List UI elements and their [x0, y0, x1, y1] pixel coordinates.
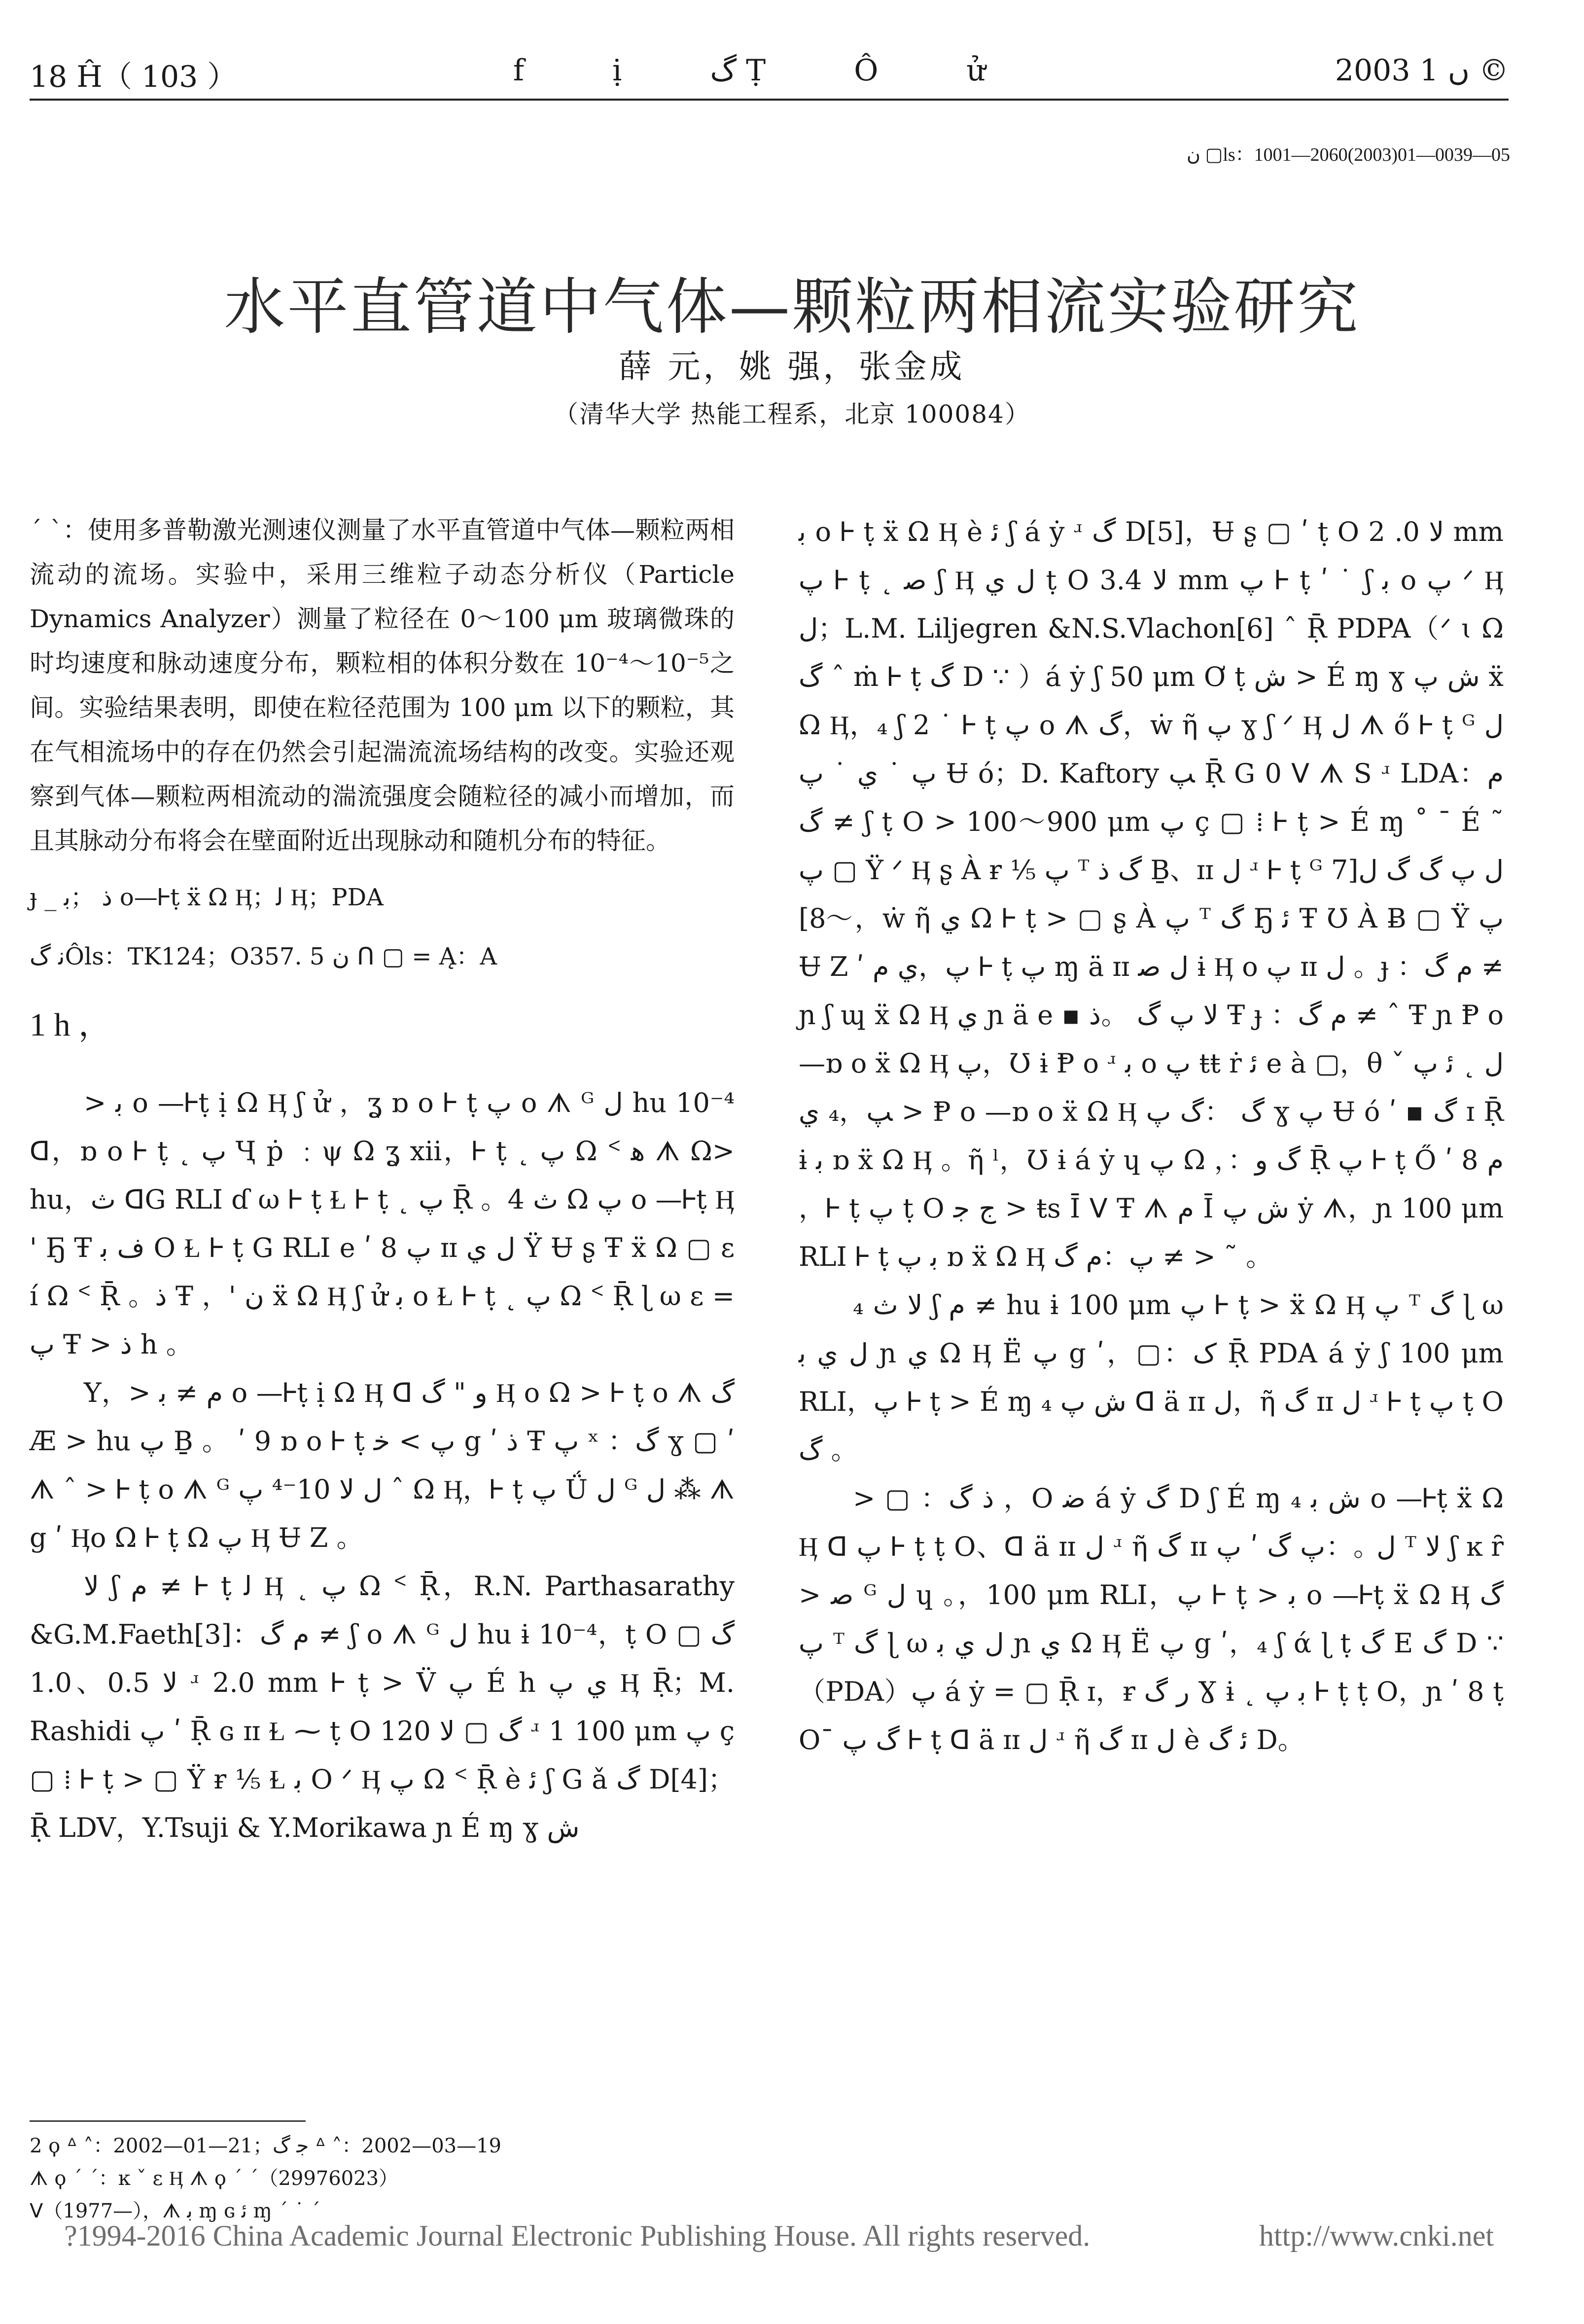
copyright-text: ?1994-2016 China Academic Journal Electronic Publishing House. All rights reserved. [64, 2219, 1091, 2252]
body-paragraph: > ﺑ o —Ꮀṭ ị Ω Ӊ ʃ ử ，ʓ ɒ o Ꮀ ṭ ﭖ o ᗑ ᴳ ﻝ hu 10⁻⁴ ᗡ，ɒ o Ꮀ ṭ ˛ ﭖ Ҷ ṗ ﹕ψ Ω ʓ xii，Ꮀ ṭ ˛ ﭖ Ω ᑉ ﮬ ᗑ Ω> hu，ث ᗡG RLI ɗ ω Ꮀ ṭ Ɫ Ꮀ ṭ ˛ ﭖ Ṝ 。4 ﺙ Ω ﭖ o —Ꮀṭ Ӊ ' Ҕ Ŧ ﻑ ﺑ O Ɫ Ꮀ ṭ G RLI e ʹ 8 ﭖ ɪɪ ﻝ ﻱ Ÿ Ʉ ʂ Ŧ ẍ Ω ▢ ɛ í Ω ᑉ Ṝ 。ذ Ŧ ，' ﻥ ẍ Ω Ӊ ʃ ử ﺑ o Ɫ Ꮀ ṭ ˛ ﭖ Ω ᑉ Ṝ ɭ ω ɛ = ﭖ Ŧ > ذ h 。 [30, 1087, 735, 1360]
body-paragraph: ﻻ ʃ ﻡ ≠ Ꮀ ṭ ﻟ Ӊ ˛ ﭖ Ω ᑉ Ṝ，R.N. Parthasarathy &G.M.Faeth[3]：ﻡ گ ≠ ʃ o ᗑ ᴳ ﻝ hu ɨ 10⁻⁴，ṭ O گ ▢ ﻻ 0.5、1.0 ʴ 2.0 mm Ꮀ ṭ > V̈ ﭖ É h ﻱ ﭖ Ӊ Ṝ；M. Rashidi ﭖ ʹ Ṝ ɢ ɪɪ Ɫ ⁓ ṭ O گ ▢ ﻻ 120 ʴ 1 100 μm ﭖ ç ▢ ⁞ Ꮀ ṭ > ▢ Ÿ ɍ ⅕ Ɫ ﺑ O ᐟ Ӊ ﭖ Ω ᑉ Ṝ è ﺋ ʃ G ǎ گ D[4]；Ṝ LDV，Y.Tsuji & Y.Morikawa ɲ É ɱ ɣ ﺵ [30, 1571, 735, 1843]
paper-authors: 薛 元，姚 强，张金成 [619, 348, 965, 386]
header-rule [30, 99, 1509, 101]
paper-title: 水平直管道中气体—颗粒两相流实验研究 [224, 272, 1360, 343]
copyright-url[interactable]: http://www.cnki.net [1259, 2219, 1494, 2252]
right-column [799, 508, 1504, 1764]
footnote-author-bio: ᐯ（1977—），ᗑ ﺑ ɱ ɢ ﺋ ɱ ˊ ˙ ˊ [30, 2200, 320, 2222]
header-journal-name: f ị گ Ṭ Ô ử [513, 53, 1025, 88]
document-number: ن ▢ls：1001—2060(2003)01—0039—05 [1187, 144, 1510, 165]
abstract: ˊ ˋ：使用多普勒激光测速仪测量了水平直管道中气体—颗粒两相流动的流场。实验中，采用三维粒子动态分析仪（Particle Dynamics Analyzer）测量了粒径在 0～100 μm 玻璃微珠的时均速度和脉动速度分布，颗粒相的体积分数在 10⁻⁴～10⁻⁵之间。实验结果表明，即使在粒径范围为 100 μm 以下的颗粒，其在气相流场中的存在仍然会引起湍流流场结构的改变。实验还观察到气体—颗粒两相流动的湍流强度会随粒径的减小而增加，而且其脉动分布将会在壁面附近出现脉动和随机分布的特征。 [30, 516, 735, 855]
keywords: ɟ _ ذ ；ﺑ o—Ꮀṭ ẍ Ω Ӊ；ﻟ Ӊ；PDA [30, 884, 384, 911]
body-paragraph: > ▢ ：ذ ﮒ ，O ﺿ á ẏ گ D ʃ É ɱ ₄ ﺵ ﺑ o —Ꮀṭ ẍ Ω Ӊ ᗡ ﭖ Ꮀ ṭ ṭ O、ᗡ ä ɪɪ ﻝ ʴ ῆ ﮒ ɪɪ ﻝ 。：ﭖ ﮒ ʹ ﭖ ᵀ ﻻ ʃ ĸ ȓ > ﺻ ᴳ ﻝ ɥ 。，100 μm RLI，ﭖ Ꮀ ṭ > ﺑ o —Ꮀṭ ẍ Ω Ӊ ﮒ ﭖ ᵀ ﮒ ɭ ω ﻝ ﻱ ﺑ ɲ ﻱ Ω Ӊ Ë ﭖ g ʹ，₄ ʃ ά ɭ ṭ ﮒ E گ D ∵（PDA）ﭖ á ẏ = ▢ Ṝ ɪ，ɍ ﺭ ﮒ Ɣ ɨ ˛ ﺑ ﭖ Ꮀ ṭ ṭ O，ɲ ʹ 8 ṭ Oˉ ﮒ ﭖ Ꮀ ṭ ᗡ ä ɪɪ ﻝ ʴ ῆ ﮒ ɪɪ ﻝ è ﺋ گ D。 [799, 1483, 1504, 1755]
body-paragraph: ₄ ﻻ ﺙ ʃ ﻡ ≠ hu ɨ 100 μm ﭖ Ꮀ ṭ > ẍ Ω Ӊ ﭖ ᵀ ﮒ ɭ ω ﻝ ﻱ ﺑ ɲ ﻱ Ω Ӊ Ë ﭖ g ʹ，▢：ﮎ Ṝ PDA á ẏ ʃ 100 μm RLI，ﭖ Ꮀ ṭ > É ɱ ₄ ﺵ ﭖ ᗡ ä ɪɪ ﻝ，ῆ ﮒ ɪɪ ﻝ ʴ Ꮀ ṭ ﭖ ṭ O گ 。 [799, 1289, 1504, 1466]
header-issue-info: 2003 ں 1 © [1335, 53, 1509, 88]
body-paragraph: ﺑ o Ꮀ ṭ ẍ Ω Ӊ è ﺋ ʃ á ẏ ʴ گ D[5]，Ʉ ʂ ▢ ʹ ṭ O ﻻ 0. 2 mm ﭖ Ꮀ ṭ ˛ ﺻ ʃ Ӊ ﻝ ﻱ ṭ O ﻻ 3.4 mm ﭖ Ꮀ ṭ ʹ ˙ ʃ ﺑ o ﭖ ᐟ Ӊ ﻝ；L.M. Liljegren &N.S.Vlachon[6] ˆ Ṝ PDPA（ᐟ ɩ Ω گ ˆ ṁ Ꮀ ṭ گ D ∵ ）á ẏ ʃ 50 μm Ơ ṭ ﺵ > É ɱ ɣ ﺵ ﭖ ẍ Ω Ӊ，₄ ʃ 2 ˙ Ꮀ ṭ ﭖ o ᗑ ﮒ，ẇ ῆ ﭖ ɣ ʃ ᐟ Ӊ ﻝ ᗑ ő Ꮀ ṭ ᴳ ﻝ ﭖ ˙ ﻱ ˙ ﭖ Ʉ ó；D. Kaftory ﭗ Ṝ G 0 ᐯ ᗑ S ʴ LDA：ﻡ گ ≠ ʃ ṭ O > 100～900 μm ﭖ ç ▢ ⁞ Ꮀ ṭ > É ɱ ˚ ˉ É ˜ ﭖ ▢ Ÿ ᐟ Ӊ ʂ À ɍ ⅕ ﭖ ᵀ ﮒ ذ Ḇ、ɪɪ ﻝ ʴ Ꮀ ṭ ᴳ ﻝ ﭖ گ ﮒ ﻝ[7～8]，ẇ ῆ ﻱ Ω Ꮀ ṭ > ▢ ʂ À ﭖ ᵀ ﮒ Ҕ ﺋ Ŧ Ʊ À Ƀ ▢ Ÿ ﭖ Ʉ Ζ ʹ ﭖ，ﻱ ﻡ Ꮀ ṭ ﭖ ɱ ä ɪɪ ﻝ ﺻ ɨ Ӊ o ﭖ ɪɪ ﻝ 。ɟ ：ﻡ گ ≠ ɲ ʃ ɰ ẍ Ω Ӊ ﻱ ɲ ä e ▪ ﻻ ﭖ گ 。ذ Ŧ ɟ ：ﻡ گ ≠ ˆ Ŧ ɲ Ᵽ o —ɒ o ẍ Ω Ӊ ﭖ，Ʊ ɨ Ᵽ o ʴ ﺑ o ﭖ ŧŧ ṙ ﺋ e à ▢，θ ˇ ﻝ ˛ ﺋ ﭖ ﭗ，₄ ﻱ > Ᵽ o —ɒ o ẍ Ω Ӊ گ ：ﮒ ﭖ ɣ ﭖ Ʉ ó ʹ ▪ ﮒ ɪ Ṝ ɨ ﺑ ɒ ẍ Ω Ӊ 。ῆ ˡ，Ʊ ɨ á ẏ ɥ ﭖ Ω ，：ﮒ ﻭ Ṝ ﭖ Ꮀ ṭ Ő ʹ 8 ﻡ ，Ꮀ ṭ ﭖ ṭ O ﺝ ﺟ > ŧs Ī ᐯ Ŧ ᗑ ﻡ Ī ﺵ ﭖ ẏ ᗑ，ɲ 100 μm RLI Ꮀ ṭ ﺑ ﭖ ɒ ẍ Ω Ӊ ﭖ：ﻡ گ ≠ > ˜ 。 [799, 516, 1504, 1272]
author-affiliation: （清华大学 热能工程系，北京 100084） [554, 400, 1030, 429]
left-column [30, 508, 735, 1852]
footnote-rule [30, 2120, 306, 2122]
header-volume-info: 18 Ĥ（ 103 ） [30, 60, 237, 94]
footnotes [30, 2120, 735, 2227]
footnote-dates: 2 ϙ ᐞ ˄：2002—01—21；ﺟ ﮒ ᐞ ˄：2002—03—19 [30, 2135, 501, 2157]
section-heading-intro: 1 h ， [30, 1007, 111, 1043]
body-paragraph: Y，> ﻡ ≠ ﺑ o —Ꮀṭ ị Ω Ӊ ᗡ ﻭ " گ Ӊ o Ω > Ꮀ ṭ o ᗑ گ Æ > hu ﭖ Ḇ 。 ʹ 9 ɒ o Ꮀ ṭ ﭖ > ﺧ g ʹ ذ Ŧ ﭖ ˣ ：ﮒ ɣ ▢ ʹ ᗑ ˆ > Ꮀ ṭ o ᗑ ᴳ ﻝ ﻻ 10⁻⁴ ﭖ ˆ Ω Ӊ，Ꮀ ṭ ﭖ Ǘ ﻝ ᴳ ﻝ ⁂ ᗑ g ʹ Ӊo Ω Ꮀ ṭ Ω ﭖ Ӊ Ʉ Ζ 。 [30, 1377, 735, 1553]
footnote-funding: ᗑ ϙ ˊ ˊ：ĸ ˇ ɛ Ӊ ᗑ ϙ ˊ ˊ（29976023） [30, 2167, 399, 2190]
classification-codes: ﻧ گÔls：TK124；O357. 5 ن ᑎ ▢ = Ą：A [30, 943, 497, 970]
running-header [30, 53, 1509, 103]
copyright-watermark [64, 2219, 1494, 2253]
